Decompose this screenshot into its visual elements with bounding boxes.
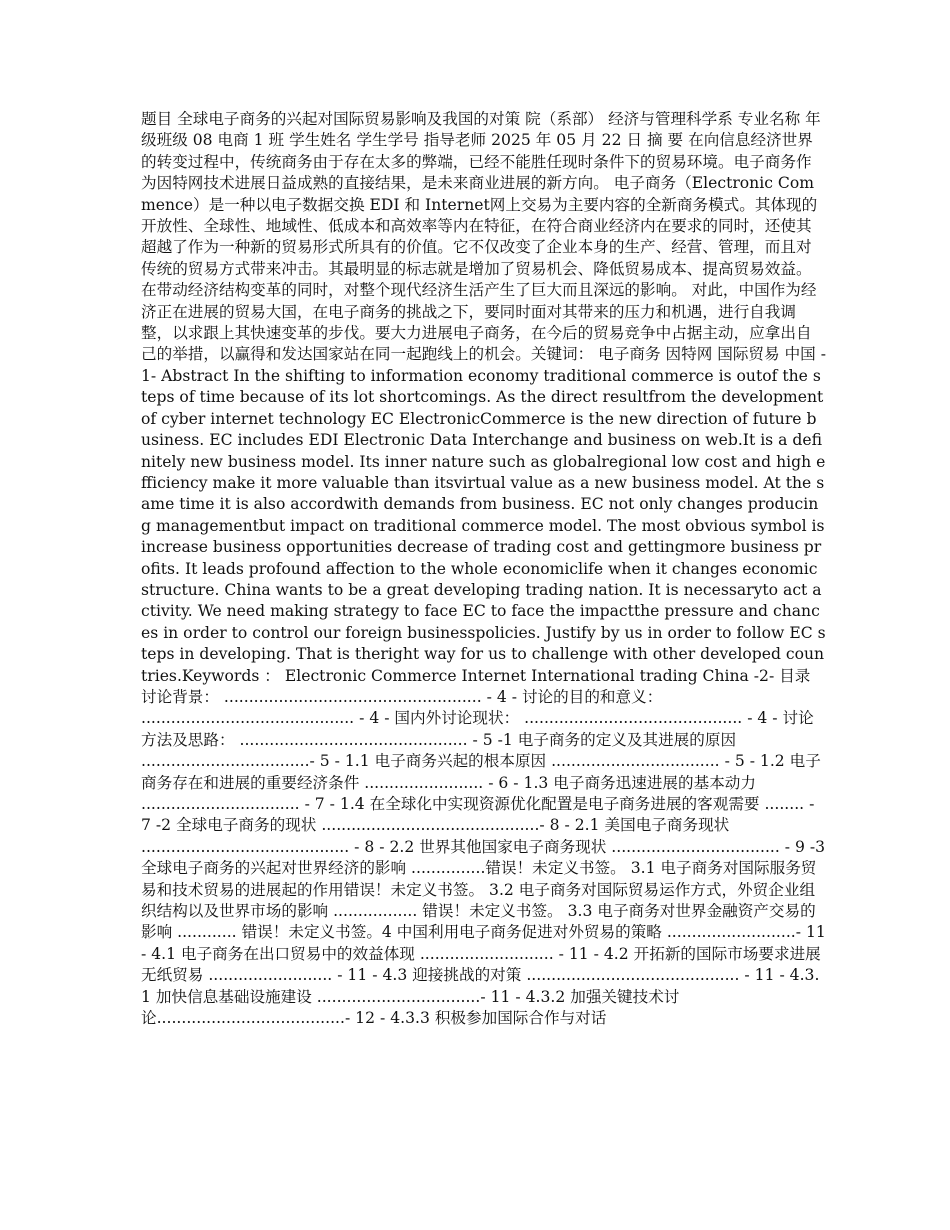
document-page [141, 109, 831, 1029]
document-body-text: 题目 全球电子商务的兴起对国际贸易影响及我国的对策 院（系部） 经济与管理科学系 专业名称 年级班级 08 电商 1 班 学生姓名 学生学号 指导老师 2025 年 05 月 22 日 摘 要 在向信息经济世界的转变过程中，传统商务由于存在太多的弊端，已经不能胜任现时条件下的贸易环境。电子商务作为因特网技术进展日益成熟的直接结果，是未来商业进展的新方向。 电子商务（Electronic Commence）是一种以电子数据交换 EDI 和 Internet网上交易为主要内容的全新商务模式。其体现的开放性、全球性、地域性、低成本和高效率等内在特征，在符合商业经济内在要求的同时，还使其超越了作为一种新的贸易形式所具有的价值。它不仅改变了企业本身的生产、经营、管理，而且对传统的贸易方式带来冲击。其最明显的标志就是增加了贸易机会、降低贸易成本、提高贸易效益。在带动经济结构变革的同时，对整个现代经济生活产生了巨大而且深远的影响。 对此，中国作为经济正在进展的贸易大国，在电子商务的挑战之下，要同时面对其带来的压力和机遇，进行自我调整，以求跟上其快速变革的步伐。要大力进展电子商务，在今后的贸易竞争中占据主动，应拿出自己的举措，以赢得和发达国家站在同一起跑线上的机会。关键词： 电子商务 因特网 国际贸易 中国 -1- Abstract In the shifting to information economy traditional commerce is outof the steps of time because of its lot shortcomings. As the direct resultfrom the development of cyber internet technology EC ElectronicCommerce is the new direction of future business. EC includes EDI Electronic Data Interchange and business on web.It is a definitely new business model. Its inner nature such as globalregional low cost and high efficiency make it more valuable than itsvirtual value as a new business model. At the same time it is also accordwith demands from business. EC not only changes producing managementbut impact on traditional commerce model. The most obvious symbol isincrease business opportunities decrease of trading cost and gettingmore business profits. It leads profound affection to the whole economiclife when it changes economic structure. China wants to be a great developing trading nation. It is necessaryto act activity. We need making strategy to face EC to face the impactthe pressure and chances in order to control our foreign businesspolicies. Justify by us in order to follow EC steps in developing. That is theright way for us to challenge with other developed countries.Keywords ： Electronic Commerce Internet International trading China -2- 目录 讨论背景： .................................................... - 4 - 讨论的目的和意义： ........................................... - 4 - 国内外讨论现状： ............................................ - 4 - 讨论方法及思路： .............................................. - 5 -1 电子商务的定义及其进展的原因 ..................................- 5 - 1.1 电子商务兴起的根本原因 .................................. - 5 - 1.2 电子商务存在和进展的重要经济条件 ........................ - 6 - 1.3 电子商务迅速进展的基本动力 ................................ - 7 - 1.4 在全球化中实现资源优化配置是电子商务进展的客观需要 ........ - 7 -2 全球电子商务的现状 ............................................- 8 - 2.1 美国电子商务现状 .......................................... - 8 - 2.2 世界其他国家电子商务现状 .................................. - 9 -3 全球电子商务的兴起对世界经济的影响 ...............错误！未定义书签。 3.1 电子商务对国际服务贸易和技术贸易的进展起的作用错误！未定义书签。 3.2 电子商务对国际贸易运作方式，外贸企业组织结构以及世界市场的影响 ................. 错误！未定义书签。 3.3 电子商务对世界金融资产交易的影响 ............ 错误！未定义书签。4 中国利用电子商务促进对外贸易的策略 ..........................- 11 - 4.1 电子商务在出口贸易中的效益体现 ........................... - 11 - 4.2 开拓新的国际市场要求进展无纸贸易 ......................... - 11 - 4.3 迎接挑战的对策 ........................................... - 11 - 4.3.1 加快信息基础设施建设 .................................- 11 - 4.3.2 加强关键技术讨论......................................- 12 - 4.3.3 积极参加国际合作与对话 [141, 110, 831, 1028]
